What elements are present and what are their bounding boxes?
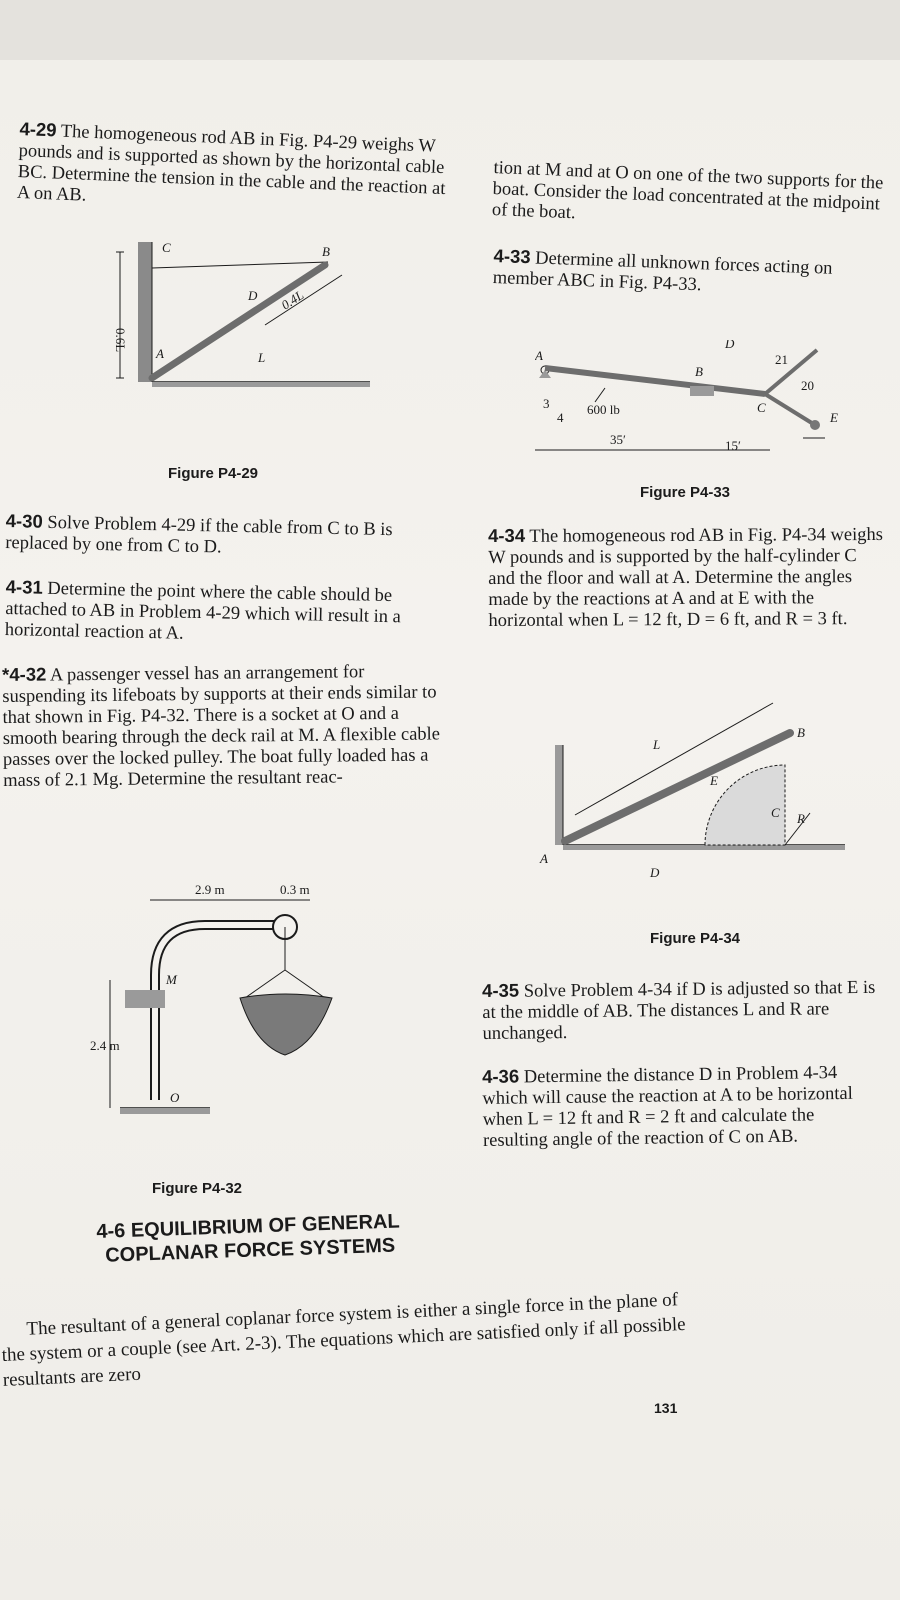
fig-p4-32-label-o: O bbox=[170, 1090, 180, 1105]
fig-p4-29-label-d: D bbox=[248, 288, 258, 303]
fig-p4-33-dim-1: 35′ bbox=[610, 432, 626, 447]
problem-4-34: 4-34 The homogeneous rod AB in Fig. P4-34 weighs W pounds and is supported by the half-cylinder C and the floor and wall at A. Determine the angles made by the reactions at A and at E with the horizontal when L = 12 ft, D = 6 ft, and R = 3 ft. bbox=[488, 524, 883, 631]
fig-p4-33-label-e: E bbox=[830, 410, 838, 425]
fig-p4-33-load: 600 lb bbox=[587, 402, 620, 417]
fig-p4-33-label-d: D bbox=[725, 340, 735, 351]
problem-4-36: 4-36 Determine the distance D in Problem 4-34 which will cause the reaction at A to be horizontal when L = 12 ft and R = 2 ft and calculate the resulting angle of the reaction of C on AB. bbox=[482, 1063, 853, 1151]
fig-p4-33-label-c: C bbox=[757, 400, 766, 415]
section-title-line-1: 4-6 EQUILIBRIUM OF GENERAL bbox=[96, 1210, 400, 1243]
problem-4-32: *4-32 A passenger vessel has an arrangement for suspending its lifeboats by supports at their ends similar to that shown in Fig. P4-32. There is a socket at O and a smooth bearing through the deck rail at M. A flexible cable passes over the locked pulley. The boat fully loaded has a mass of 2.1 Mg. Determine the resultant reac- bbox=[2, 662, 441, 791]
fig-p4-29-label-b: B bbox=[322, 244, 330, 259]
fig-p4-32-dim-2: 0.3 m bbox=[280, 882, 310, 897]
fig-p4-29-label-a: A bbox=[156, 346, 164, 361]
bottom-paragraph: The resultant of a general coplanar force system is either a single force in the plane of the system or a couple (see Art. 2-3). The equations which are satisfied only if all possible resultants are zero bbox=[1, 1289, 687, 1391]
fig-p4-32-label-m: M bbox=[166, 972, 177, 987]
fig-p4-29-height-label: 0.6L bbox=[113, 328, 128, 353]
problem-4-35: 4-35 Solve Problem 4-34 if D is adjusted so that E is at the middle of AB. The distances L and R are unchanged. bbox=[482, 977, 876, 1044]
page-number: 131 bbox=[654, 1400, 678, 1416]
fig-p4-29-label-len: 0.4L bbox=[278, 287, 307, 313]
fig-p4-32-dim-1: 2.9 m bbox=[195, 882, 225, 897]
fig-p4-34-label-d: D bbox=[650, 865, 660, 880]
problem-4-30: 4-30 Solve Problem 4-29 if the cable from C to B is replaced by one from C to D. bbox=[5, 510, 393, 558]
fig-p4-29-label-c: C bbox=[162, 240, 171, 255]
fig-p4-33-dim-2: 15′ bbox=[725, 438, 741, 453]
fig-p4-34-label-b: B bbox=[797, 725, 805, 740]
figure-p4-33 bbox=[535, 340, 855, 470]
fig-p4-33-label-b: B bbox=[695, 364, 703, 379]
fig-p4-33-label-a: A bbox=[535, 348, 543, 363]
fig-p4-34-label-r: R bbox=[797, 811, 805, 826]
caption-p4-29: Figure P4-29 bbox=[168, 465, 259, 482]
figure-p4-34 bbox=[535, 685, 865, 885]
fig-p4-33-ratio-2: 20 bbox=[801, 378, 814, 393]
page-top-shadow bbox=[0, 0, 900, 60]
fig-p4-33-ratio-1: 21 bbox=[775, 352, 788, 367]
section-title-line-2: COPLANAR FORCE SYSTEMS bbox=[104, 1234, 396, 1267]
caption-p4-32: Figure P4-32 bbox=[152, 1180, 243, 1197]
caption-p4-34: Figure P4-34 bbox=[650, 930, 741, 947]
problem-4-31: 4-31 Determine the point where the cable should be attached to AB in Problem 4-29 which will result in a horizontal reaction at A. bbox=[4, 576, 402, 644]
fig-p4-32-height: 2.4 m bbox=[90, 1038, 120, 1053]
fig-p4-34-label-l: L bbox=[653, 737, 661, 752]
fig-p4-34-label-c: C bbox=[771, 805, 780, 820]
caption-p4-33: Figure P4-33 bbox=[640, 484, 731, 501]
problem-4-32-continuation: tion at M and at O on one of the two supports for the boat. Consider the load concentrated at the midpoint of the boat. bbox=[491, 158, 884, 224]
fig-p4-33-slope-b: 4 bbox=[557, 410, 564, 425]
figure-p4-29 bbox=[100, 240, 390, 390]
figure-p4-32 bbox=[70, 880, 390, 1120]
fig-p4-33-slope-a: 3 bbox=[543, 396, 550, 411]
problem-4-33: 4-33 Determine all unknown forces acting on member ABC in Fig. P4-33. bbox=[492, 245, 833, 296]
fig-p4-34-label-a: A bbox=[540, 851, 548, 866]
fig-p4-29-label-l: L bbox=[258, 350, 266, 365]
problem-4-29: 4-29 The homogeneous rod AB in Fig. P4-29 weighs W pounds and is supported as shown by the horizontal cable BC. Determine the tension in the cable and the reaction at A on AB. bbox=[16, 118, 446, 206]
fig-p4-34-label-e: E bbox=[710, 773, 718, 788]
